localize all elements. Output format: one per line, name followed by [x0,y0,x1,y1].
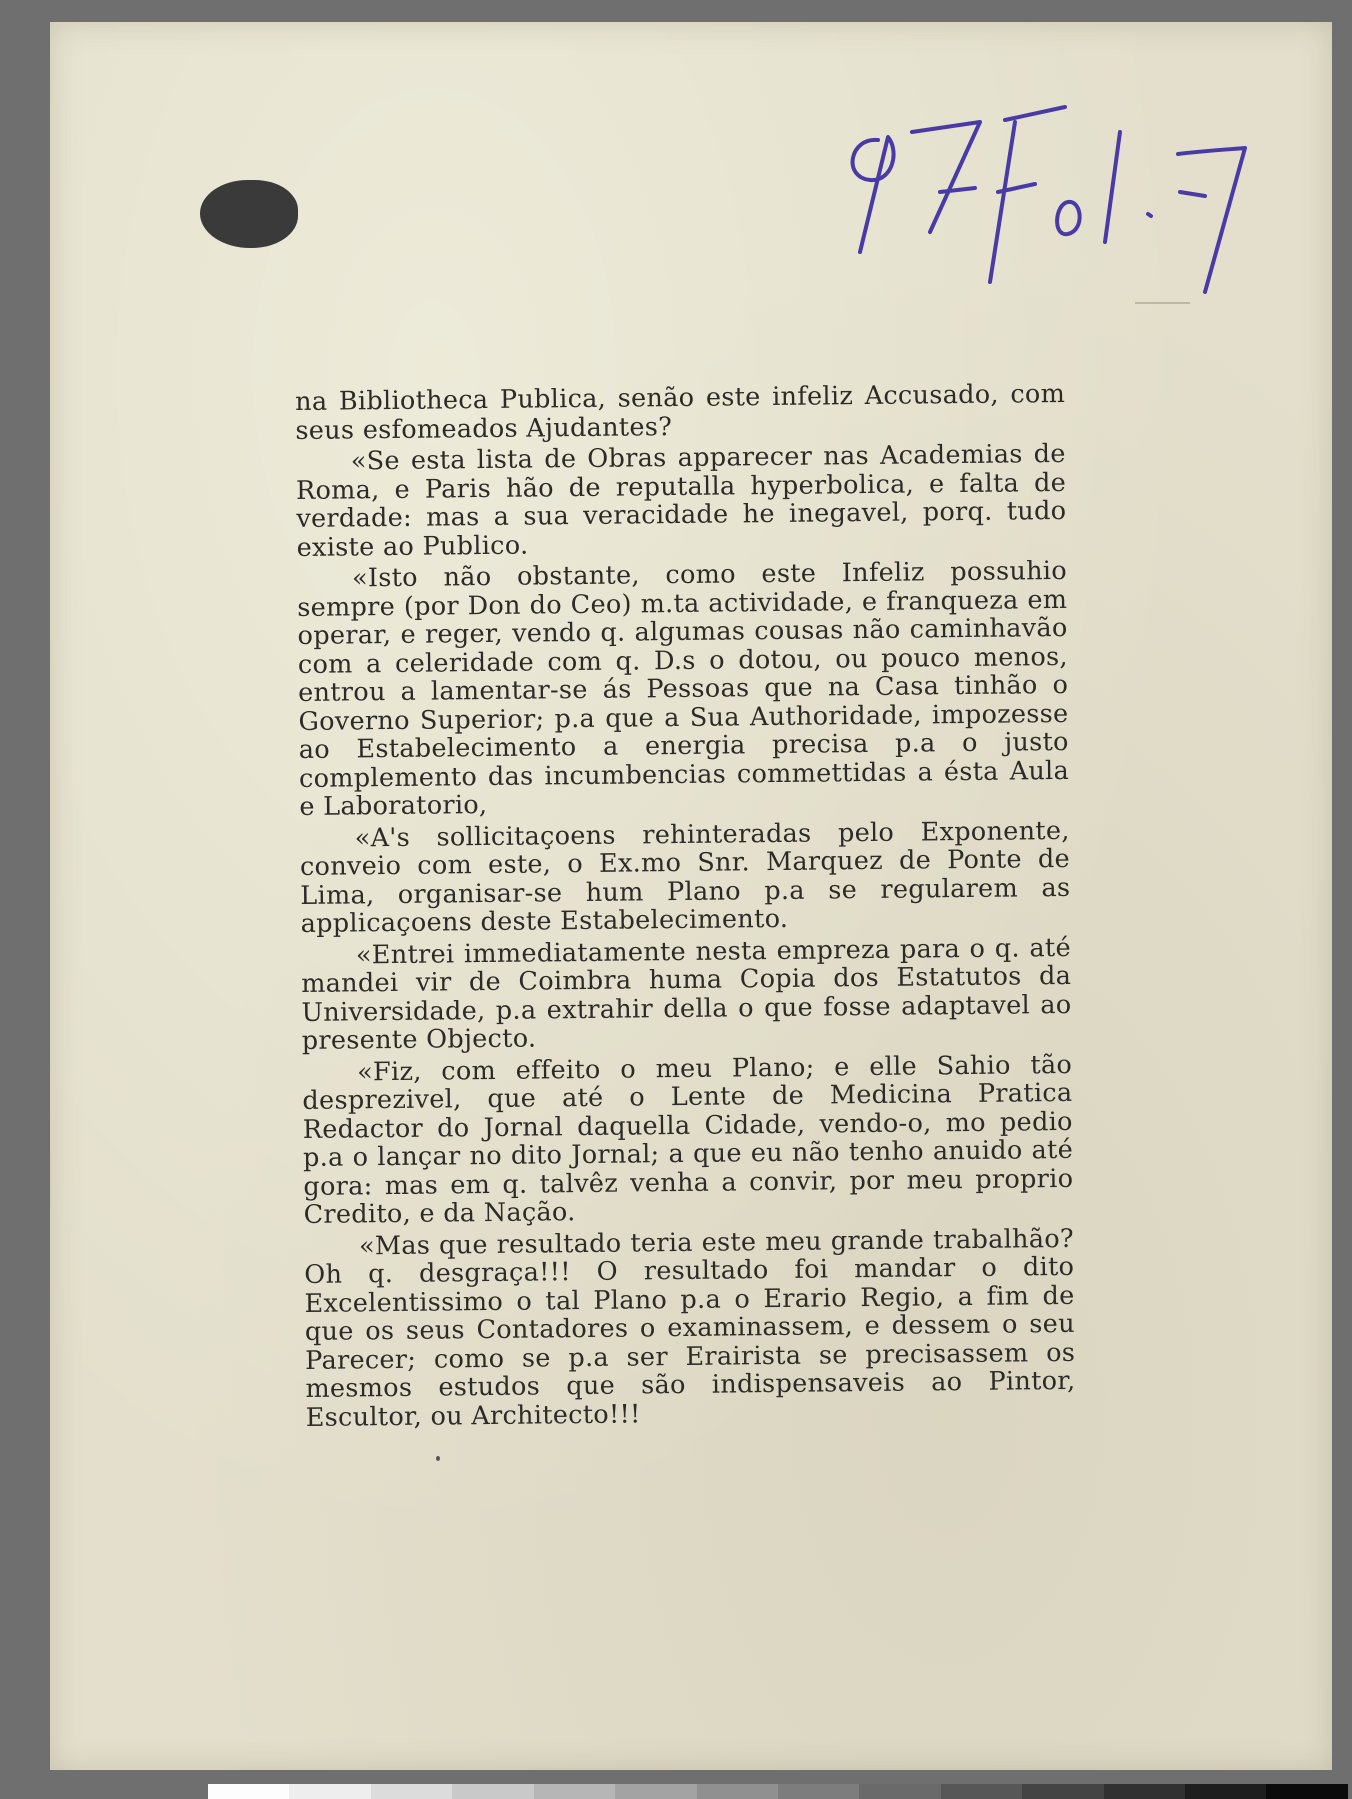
scale-segment [615,1784,696,1799]
scale-segment [208,1784,289,1799]
scale-segment [778,1784,859,1799]
scale-segment [371,1784,452,1799]
paragraph: «A's sollicitaçoens rehinteradas pelo Exponente, conveio com este, o Ex.mo Snr. Marquez de Ponte de Lima, organisar-se hum Plano p.a se regularem as applicaçoens deste Estabelecimento. [299,815,1071,939]
paragraph: «Mas que resultado teria este meu grande trabalhão? Oh q. desgraça!!! O resultado foi mandar o dito Excelentissimo o tal Plano p.a o Erario Regio, a fim de que os seus Contadores o examinassem, e dessem o seu Parecer; como se p.a ser Erairista se precisassem os mesmos estudos que são indispensaveis ao Pintor, Escultor, ou Architecto!!! [304,1223,1076,1433]
paragraph: na Bibliotheca Publica, senão este infeliz Accusado, com seus esfomeados Ajudantes? [294,378,1066,446]
scale-segment [941,1784,1022,1799]
scale-segment [1266,1784,1347,1799]
scale-segment [534,1784,615,1799]
pencil-tick [1135,302,1190,304]
scale-segment [289,1784,370,1799]
scale-segment [1022,1784,1103,1799]
paragraph: «Fiz, com effeito o meu Plano; e elle Sahio tão desprezivel, que até o Lente de Medicina Pratica Redactor do Jornal daquella Cidade, vendo-o, mo pedio p.a o lançar no dito Jornal; a que eu não tenho anuido até gora: mas em q. talvêz venha a convir, por meu proprio Credito, e da Nação. [302,1049,1074,1230]
paragraph: «Entrei immediatamente nesta empreza para o q. até mandei vir de Coimbra huma Copia dos Estatutos da Universidade, p.a extrahir della o que fosse adaptavel ao presente Objecto. [301,932,1072,1056]
scale-segment [1185,1784,1266,1799]
color-scale-bar [208,1784,1348,1799]
ink-speck [436,1456,440,1461]
folio-handwritten-mark [830,92,1270,302]
punch-hole [200,180,298,248]
scale-segment [859,1784,940,1799]
paragraph: «Isto não obstante, como este Infeliz possuhio sempre (por Don do Ceo) m.ta actividade, e franqueza em operar, e reger, vendo q. algumas cousas não caminhavão com a celeridade com q. D.s o dotou, ou pouco menos, entrou a lamentar-se ás Pessoas que na Casa tinhão o Governo Superior; p.a que a Sua Authoridade, impozesse ao Estabelecimento a energia precisa p.a o justo complemento das incumbencias commettidas a ésta Aula e Laboratorio, [297,555,1070,822]
document-body [295,380,1076,1435]
scale-segment [452,1784,533,1799]
scale-segment [1104,1784,1185,1799]
scale-segment [697,1784,778,1799]
paragraph: «Se esta lista de Obras apparecer nas Academias de Roma, e Paris hão de reputalla hyperbolica, e falta de verdade: mas a sua veracidade he inegavel, porq. tudo existe ao Publico. [295,438,1067,563]
